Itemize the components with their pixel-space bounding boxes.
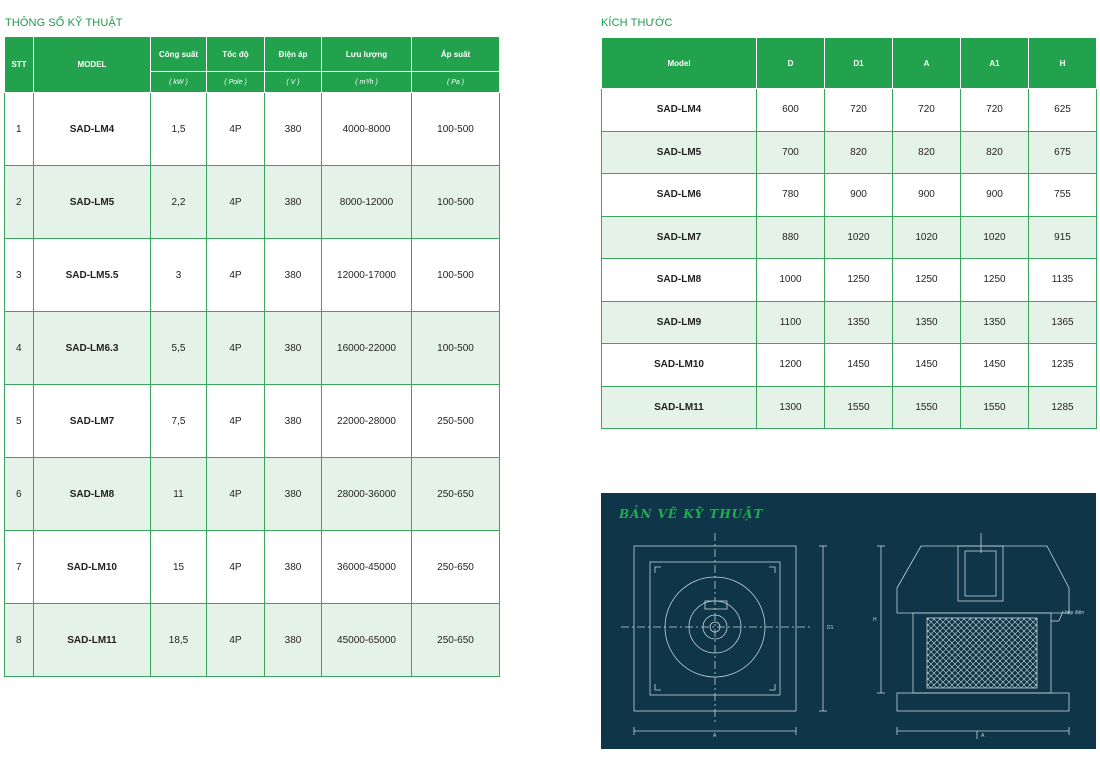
table-row [602,386,1097,429]
dim-cell-value: 675 [1029,131,1097,174]
spec-table [4,36,500,677]
dim-cell-value: 1235 [1029,344,1097,387]
dim-header-2: D1 [825,38,893,89]
spec-cell-speed: 4P [207,312,265,385]
drawing-label-h: H [873,617,877,623]
spec-cell-power: 2,2 [151,166,207,239]
table-row [602,344,1097,387]
spec-cell-pressure: 100-500 [412,239,500,312]
spec-cell-voltage: 380 [265,604,322,677]
spec-cell-voltage: 380 [265,458,322,531]
dim-cell-value: 625 [1029,89,1097,132]
spec-cell-voltage: 380 [265,166,322,239]
dim-cell-value: 700 [757,131,825,174]
spec-cell-pressure: 250-650 [412,604,500,677]
spec-cell-speed: 4P [207,531,265,604]
spec-cell-voltage: 380 [265,385,322,458]
dim-cell-model: SAD-LM4 [602,89,757,132]
dim-cell-value: 1550 [893,386,961,429]
dim-cell-model: SAD-LM5 [602,131,757,174]
dimensions-section-title: KÍCH THƯỚC [601,17,673,29]
dim-header-5: H [1029,38,1097,89]
dim-header-1: D [757,38,825,89]
dim-cell-value: 900 [825,174,893,217]
table-row [5,604,500,677]
drawing-label-a: A [713,733,717,739]
drawing-label-d1: D1 [827,625,834,631]
dim-cell-value: 1300 [757,386,825,429]
dim-cell-value: 1020 [961,216,1029,259]
dim-cell-value: 900 [961,174,1029,217]
dim-cell-value: 1450 [825,344,893,387]
spec-cell-pressure: 250-650 [412,531,500,604]
drawing-title: BẢN VẼ KỸ THUẬT [619,507,764,521]
table-row [5,166,500,239]
table-row [602,216,1097,259]
spec-cell-flow: 22000-28000 [322,385,412,458]
dim-cell-value: 915 [1029,216,1097,259]
table-row [602,174,1097,217]
dim-cell-model: SAD-LM11 [602,386,757,429]
dim-cell-value: 1550 [961,386,1029,429]
table-row [5,312,500,385]
spec-cell-power: 1,5 [151,93,207,166]
dim-cell-value: 1365 [1029,301,1097,344]
spec-cell-power: 3 [151,239,207,312]
spec-cell-speed: 4P [207,458,265,531]
table-row [5,458,500,531]
dim-cell-value: 1000 [757,259,825,302]
spec-cell-voltage: 380 [265,312,322,385]
spec-cell-flow: 28000-36000 [322,458,412,531]
dim-cell-value: 1550 [825,386,893,429]
spec-cell-stt: 1 [5,93,34,166]
unit-pressure: ( Pa ) [412,72,500,93]
spec-cell-stt: 4 [5,312,34,385]
dim-cell-value: 820 [893,131,961,174]
header-power: Công suất [151,37,207,72]
spec-cell-model: SAD-LM11 [34,604,151,677]
header-stt: STT [5,37,34,93]
dim-cell-model: SAD-LM7 [602,216,757,259]
spec-cell-speed: 4P [207,239,265,312]
dim-cell-value: 1135 [1029,259,1097,302]
dim-cell-value: 1200 [757,344,825,387]
spec-section-title: THÔNG SỐ KỸ THUẬT [5,17,123,29]
spec-cell-model: SAD-LM10 [34,531,151,604]
spec-cell-stt: 2 [5,166,34,239]
dim-cell-value: 1020 [825,216,893,259]
unit-speed: ( Pole ) [207,72,265,93]
table-row [602,89,1097,132]
dim-cell-value: 780 [757,174,825,217]
dim-cell-model: SAD-LM9 [602,301,757,344]
dimensions-table [601,37,1097,429]
dim-header-0: Model [602,38,757,89]
dim-cell-value: 1350 [961,301,1029,344]
spec-cell-model: SAD-LM8 [34,458,151,531]
dim-cell-value: 880 [757,216,825,259]
dim-cell-value: 820 [825,131,893,174]
spec-cell-flow: 8000-12000 [322,166,412,239]
header-voltage: Điện áp [265,37,322,72]
unit-voltage: ( V ) [265,72,322,93]
spec-cell-power: 11 [151,458,207,531]
spec-cell-flow: 16000-22000 [322,312,412,385]
spec-cell-stt: 6 [5,458,34,531]
spec-cell-stt: 5 [5,385,34,458]
dim-cell-value: 1350 [825,301,893,344]
spec-cell-voltage: 380 [265,239,322,312]
spec-cell-stt: 3 [5,239,34,312]
unit-flow: ( m³/h ) [322,72,412,93]
header-flow: Lưu lượng [322,37,412,72]
spec-cell-power: 7,5 [151,385,207,458]
spec-cell-speed: 4P [207,166,265,239]
table-row [602,259,1097,302]
table-row [5,239,500,312]
spec-cell-speed: 4P [207,604,265,677]
dim-cell-value: 755 [1029,174,1097,217]
spec-cell-flow: 12000-17000 [322,239,412,312]
dim-cell-value: 720 [961,89,1029,132]
dim-cell-value: 720 [893,89,961,132]
table-row [5,531,500,604]
spec-cell-pressure: 100-500 [412,93,500,166]
spec-cell-flow: 36000-45000 [322,531,412,604]
spec-cell-pressure: 100-500 [412,166,500,239]
spec-cell-power: 5,5 [151,312,207,385]
spec-cell-pressure: 250-500 [412,385,500,458]
dim-cell-value: 1250 [893,259,961,302]
dim-cell-value: 1285 [1029,386,1097,429]
spec-cell-stt: 8 [5,604,34,677]
dim-cell-value: 820 [961,131,1029,174]
drawing-label-a-side: A [981,733,985,739]
drawing-label-hop-dien: hộp điện [1065,610,1085,616]
dim-header-4: A1 [961,38,1029,89]
dim-cell-model: SAD-LM10 [602,344,757,387]
technical-drawing [601,493,1096,749]
dim-cell-value: 900 [893,174,961,217]
table-row [5,385,500,458]
header-speed: Tốc độ [207,37,265,72]
spec-cell-model: SAD-LM7 [34,385,151,458]
dim-cell-model: SAD-LM6 [602,174,757,217]
spec-cell-model: SAD-LM6.3 [34,312,151,385]
spec-cell-flow: 4000-8000 [322,93,412,166]
dim-cell-value: 1450 [961,344,1029,387]
spec-cell-speed: 4P [207,93,265,166]
spec-cell-voltage: 380 [265,531,322,604]
table-row [602,301,1097,344]
spec-cell-speed: 4P [207,385,265,458]
spec-cell-model: SAD-LM5.5 [34,239,151,312]
dim-cell-value: 1350 [893,301,961,344]
dim-cell-value: 1450 [893,344,961,387]
spec-cell-model: SAD-LM5 [34,166,151,239]
dim-cell-value: 1250 [825,259,893,302]
dim-cell-value: 1250 [961,259,1029,302]
unit-power: ( kW ) [151,72,207,93]
spec-cell-power: 18,5 [151,604,207,677]
dim-cell-value: 720 [825,89,893,132]
spec-cell-flow: 45000-65000 [322,604,412,677]
spec-cell-pressure: 100-500 [412,312,500,385]
spec-cell-pressure: 250-650 [412,458,500,531]
spec-cell-power: 15 [151,531,207,604]
table-row [5,93,500,166]
spec-cell-model: SAD-LM4 [34,93,151,166]
spec-cell-stt: 7 [5,531,34,604]
dim-cell-value: 1100 [757,301,825,344]
spec-cell-voltage: 380 [265,93,322,166]
header-model: MODEL [34,37,151,93]
dim-cell-model: SAD-LM8 [602,259,757,302]
table-row [602,131,1097,174]
dim-header-3: A [893,38,961,89]
technical-drawing-panel [601,493,1096,749]
dim-cell-value: 600 [757,89,825,132]
dim-cell-value: 1020 [893,216,961,259]
header-pressure: Áp suất [412,37,500,72]
